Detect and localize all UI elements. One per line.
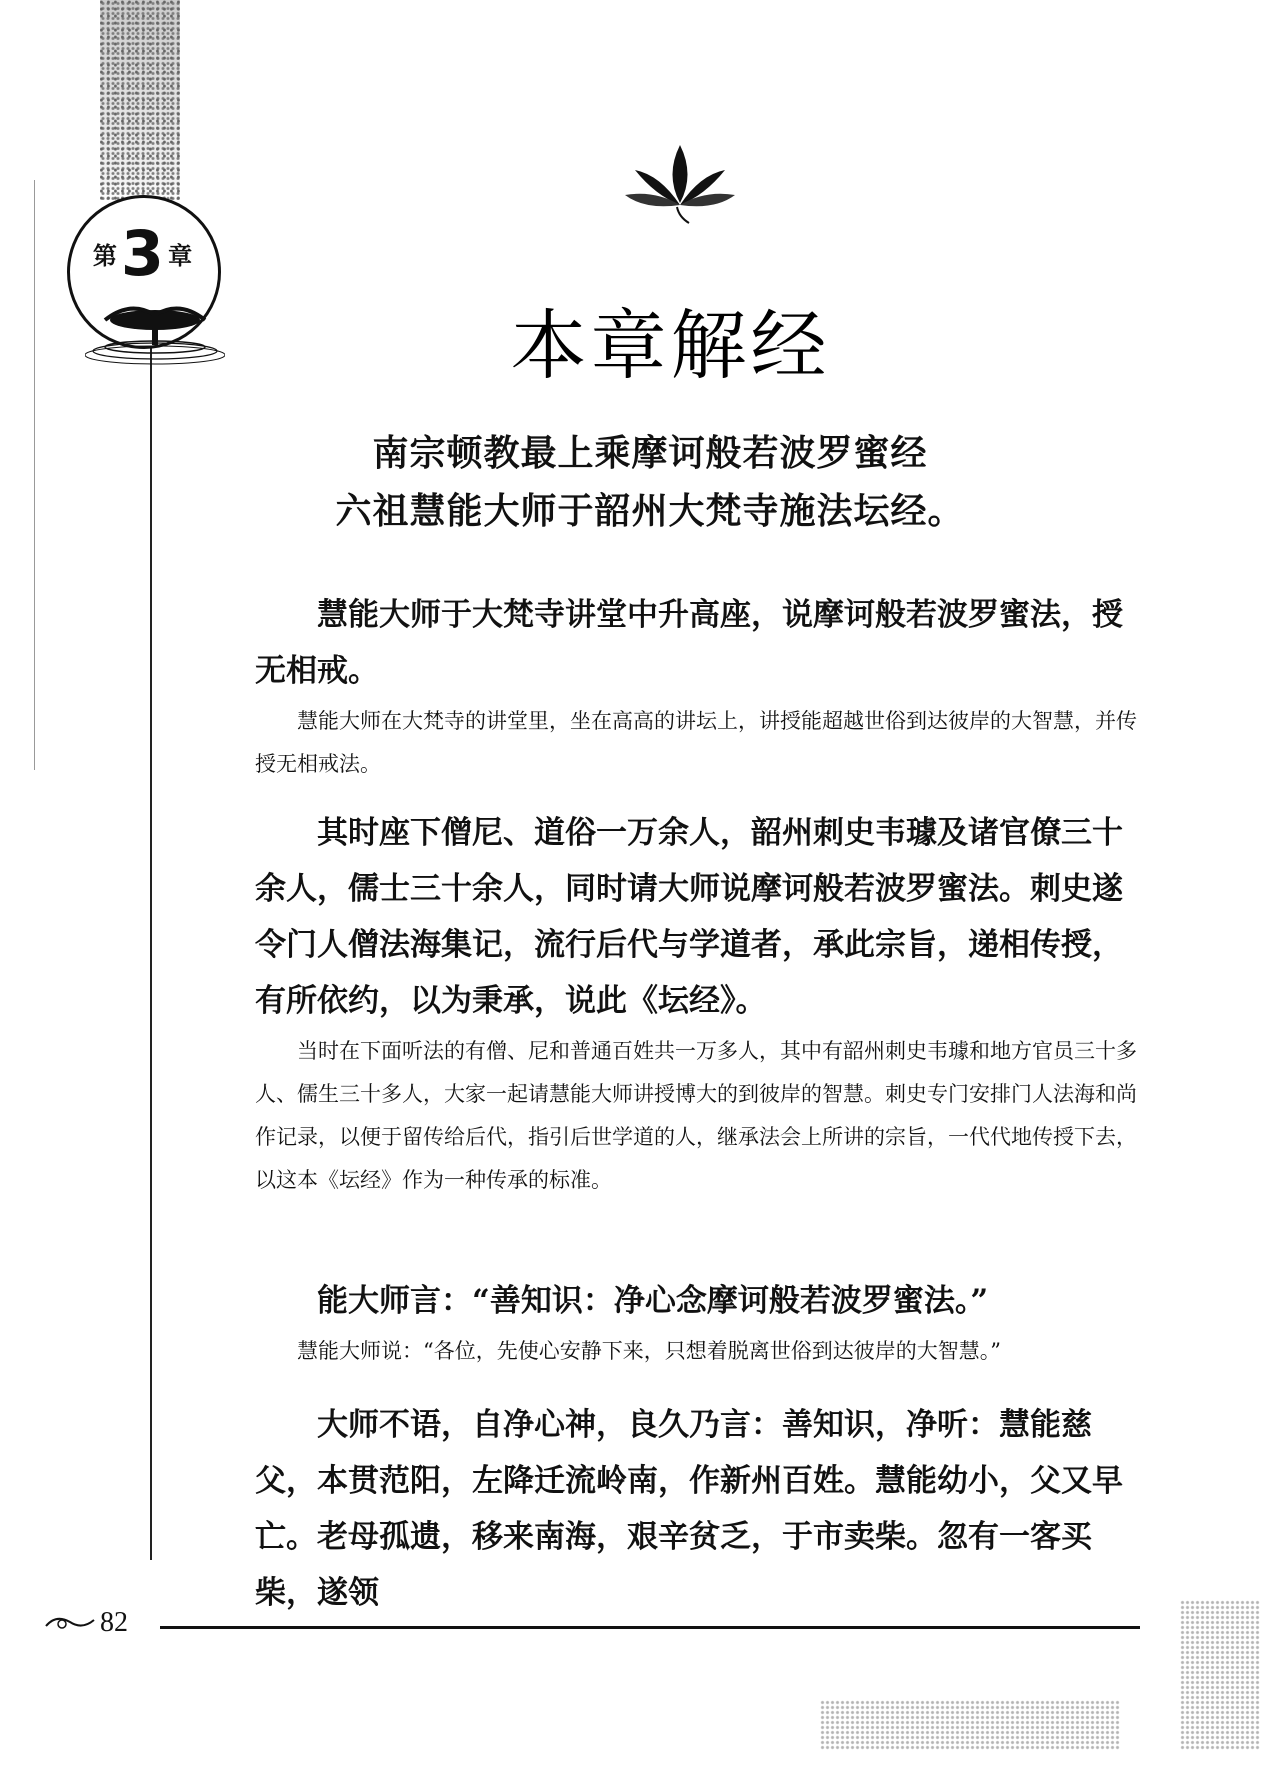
scripture-paragraph: 慧能大师于大梵寺讲堂中升高座，说摩诃般若波罗蜜法，授无相戒。 <box>255 597 1123 689</box>
lotus-icon <box>615 135 745 225</box>
page-title: 本章解经 <box>510 301 831 390</box>
translation-note: 当时在下面听法的有僧、尼和普通百姓共一万多人，其中有韶州刺史韦璩和地方官员三十多人、儒生三十多人，大家一起请慧能大师讲授博大的到彼岸的智慧。刺史专门安排门人法海和尚作记录，以便于留传给后代，指引后世学道的人，继承法会上所讲的宗旨，一代代地传授下去，以这本《坛经》作为一种传承的标准。 <box>255 1039 1137 1192</box>
page-number: 82 <box>100 1607 128 1638</box>
scripture-paragraph: 大师不语，自净心神，良久乃言：善知识，净听：慧能慈父，本贯范阳，左降迁流岭南，作新州百姓。慧能幼小，父又早亡。老母孤遗，移来南海，艰辛贫乏，于市卖柴。忽有一客买柴，遂领 <box>255 1407 1123 1611</box>
chapter-prefix: 第 <box>92 242 117 270</box>
left-rule <box>150 200 152 1560</box>
margin-line <box>34 180 35 770</box>
scan-noise <box>1180 1600 1260 1750</box>
chapter-suffix: 章 <box>168 242 193 270</box>
translation-note: 慧能大师在大梵寺的讲堂里，坐在高高的讲坛上，讲授能超越世俗到达彼岸的大智慧，并传授无相戒法。 <box>255 709 1137 776</box>
subtitle-line-2: 六祖慧能大师于韶州大梵寺施法坛经。 <box>335 490 965 532</box>
scripture-paragraph: 其时座下僧尼、道俗一万余人，韶州刺史韦璩及诸官僚三十余人，儒士三十余人，同时请大师说摩诃般若波罗蜜法。刺史遂令门人僧法海集记，流行后代与学道者，承此宗旨，递相传授，有所依约，以为秉承，说此《坛经》。 <box>255 815 1123 1019</box>
swirl-ornament-icon <box>42 1612 98 1636</box>
subtitle-line-1: 南宗顿教最上乘摩诃般若波罗蜜经 <box>372 432 928 474</box>
footer-rule <box>160 1626 1140 1629</box>
chapter-label <box>55 217 230 290</box>
translation-note: 慧能大师说：“各位，先使心安静下来，只想着脱离世俗到达彼岸的大智慧。” <box>297 1339 1001 1363</box>
decorative-strip <box>100 0 180 200</box>
chapter-number: 3 <box>120 217 165 290</box>
scripture-paragraph: 能大师言：“善知识：净心念摩诃般若波罗蜜法。” <box>317 1283 989 1319</box>
scan-noise <box>820 1700 1120 1750</box>
